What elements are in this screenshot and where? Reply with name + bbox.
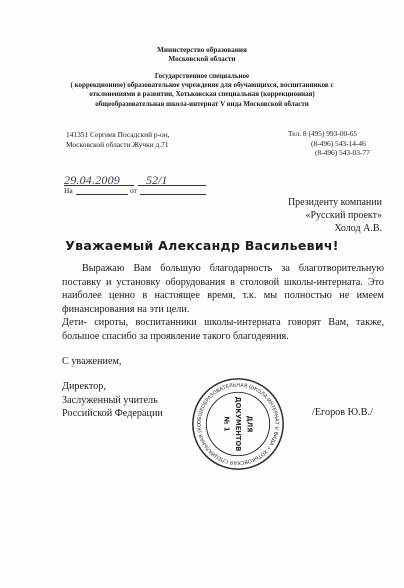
handwritten-number: 52/1 bbox=[146, 173, 168, 187]
institution-line-3: отклонениями в развитии, Хотьковская специальная (коррекционная) bbox=[89, 90, 315, 99]
institution-header bbox=[0, 72, 404, 109]
body-paragraph-2: Дети- сироты, воспитанники школы-интерната говорят Вам, также, большое спасибо за проявление такого благодеяния. bbox=[62, 317, 384, 342]
recipient-line-2: «Русский проект» bbox=[305, 210, 382, 221]
ministry-header bbox=[0, 46, 404, 64]
phone-line-3: (8-496) 543-03-77 bbox=[315, 148, 370, 157]
signature-block bbox=[62, 380, 163, 421]
postal-address bbox=[66, 130, 170, 150]
stamp-center-text bbox=[223, 397, 254, 452]
na-underline bbox=[76, 194, 128, 195]
signer-name: /Егоров Ю.В./ bbox=[312, 407, 373, 418]
phone-line-2: (8-496) 543-14-46 bbox=[311, 138, 366, 148]
label-na: На bbox=[64, 186, 73, 195]
stamp-ring-text: ОБЩЕОБРАЗОВАТЕЛЬНАЯ ШКОЛА-ИНТЕРНАТ V ВИДА • ХОТЬКОВСКАЯ СПЕЦИАЛЬНАЯ (КО bbox=[196, 382, 280, 466]
label-ot: от bbox=[130, 186, 137, 195]
ministry-line-2: Московской области bbox=[168, 55, 236, 63]
ot-underline bbox=[140, 194, 206, 195]
greeting: Уважаемый Александр Васильевич! bbox=[65, 238, 339, 253]
institution-line-4: общеобразовательная школа-интернат V вида Московской области bbox=[95, 99, 309, 108]
recipient-line-1: Президенту компании bbox=[287, 197, 382, 208]
stamp-center-line-1: ДЛЯ bbox=[245, 415, 254, 433]
handwritten-date: 29.04.2009 bbox=[64, 173, 120, 187]
institution-line-1: Государственное специальное bbox=[154, 72, 250, 80]
address-line-2: Московской области Жучки д.71 bbox=[66, 140, 169, 149]
school-seal-stamp bbox=[190, 376, 286, 472]
address-line-1: 141351 Сергиев Посадский р-он, bbox=[66, 130, 170, 139]
phone-line-1: Тел. 8 (495) 993-00-65 bbox=[288, 129, 358, 138]
body-paragraph-1: Выражаю Вам большую благодарность за благотворительную поставку и установку оборудования в столовой школы-интерната. Это наиболее ценно в настоящее время, т.к. мы полностью не имеем финансирования на эти цели. bbox=[62, 263, 384, 315]
closing: С уважением, bbox=[62, 356, 122, 367]
recipient-block bbox=[282, 196, 382, 235]
phone-block bbox=[288, 129, 370, 158]
stamp-center-line-2: ДОКУМЕНТОВ bbox=[234, 396, 243, 452]
number-underline bbox=[138, 185, 206, 186]
letter-body bbox=[62, 262, 384, 343]
institution-line-2: ( коррекционное) образовательное учреждение для обучающихся, воспитанников с bbox=[70, 81, 334, 90]
date-underline bbox=[64, 185, 134, 186]
signer-title-2: Заслуженный учитель bbox=[62, 394, 158, 406]
signer-title-1: Директор, bbox=[62, 381, 106, 392]
ministry-line-1: Министерство образования bbox=[157, 46, 247, 54]
recipient-line-3: Холод А.В. bbox=[334, 223, 382, 234]
stamp-center-line-3: № 1 bbox=[222, 416, 231, 432]
signer-title-3: Российской Федерации bbox=[62, 408, 163, 419]
